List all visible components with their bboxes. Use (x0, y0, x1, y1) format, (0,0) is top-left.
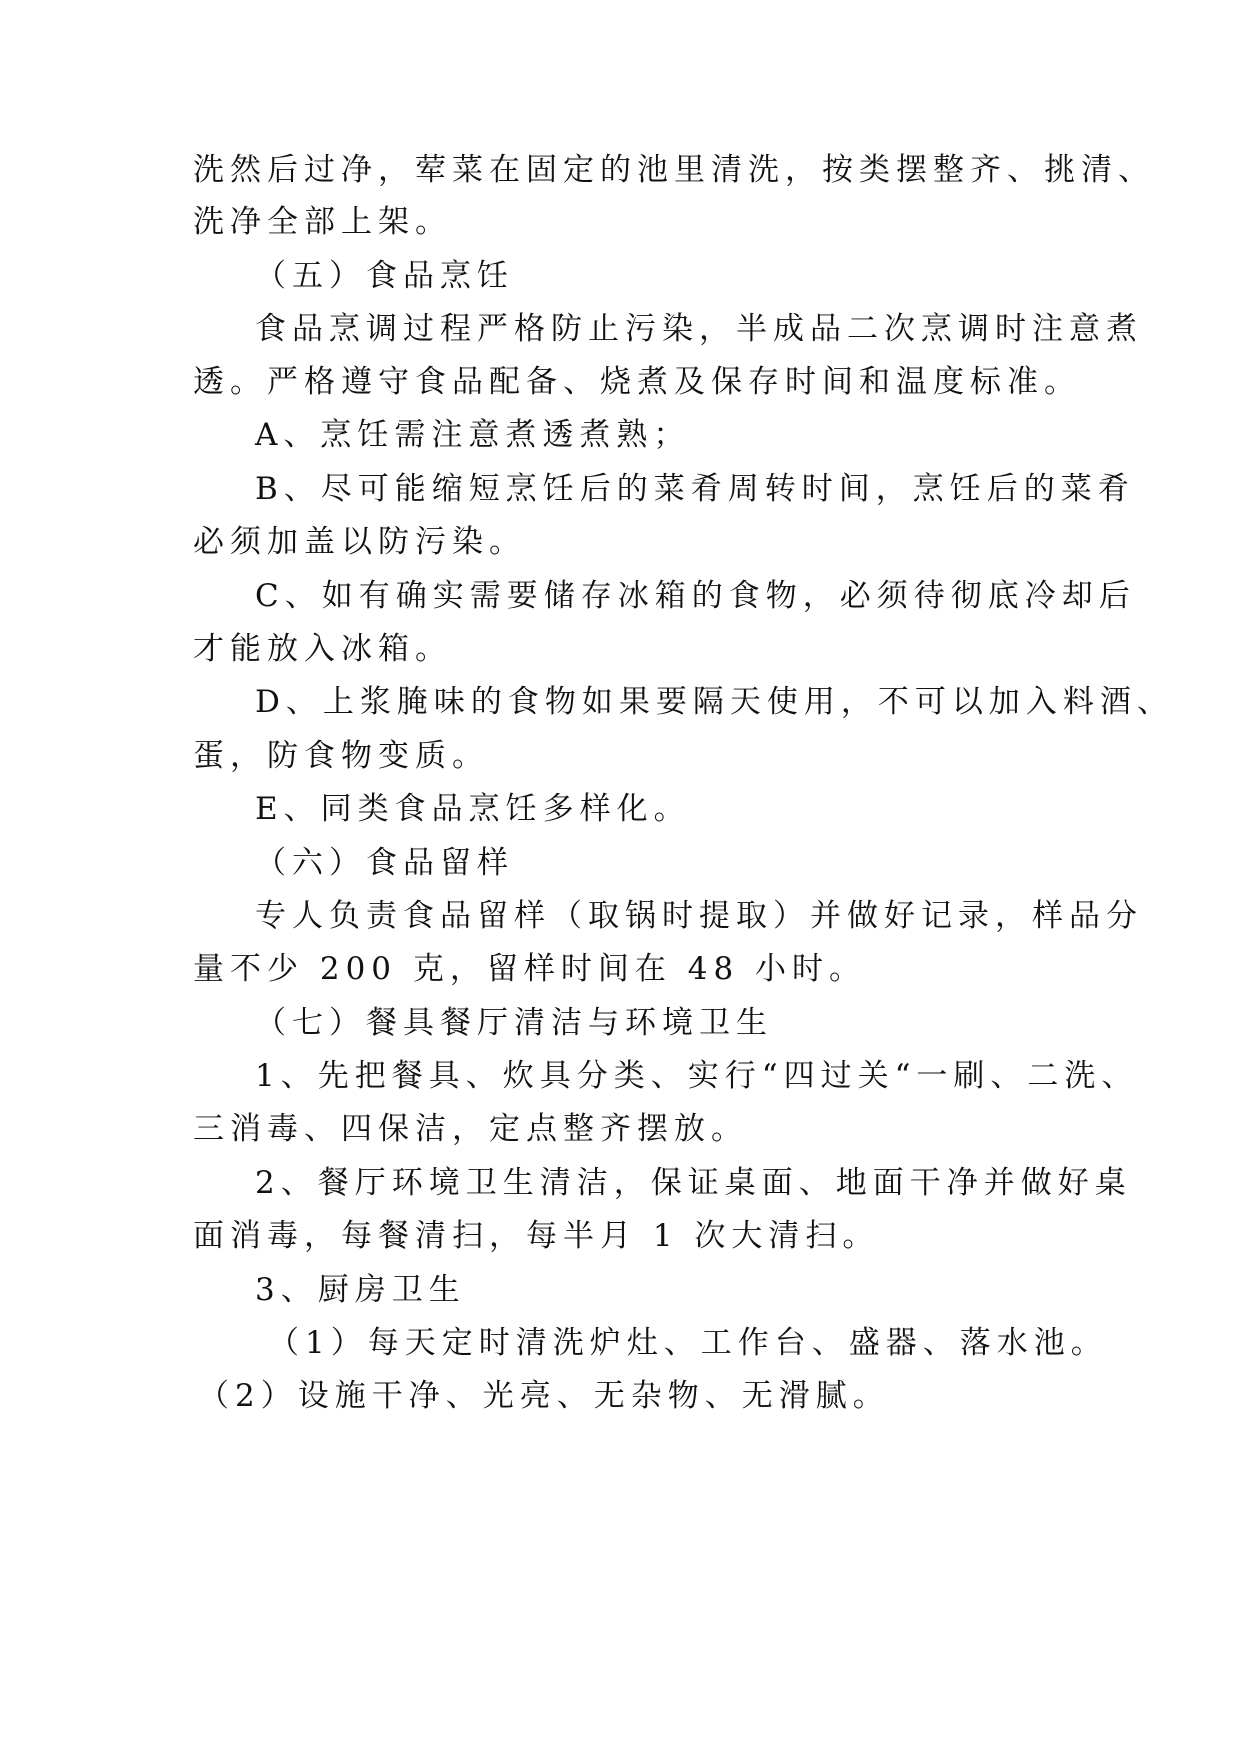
paragraph-line: 食品烹调过程严格防止污染，半成品二次烹调时注意煮 (255, 311, 1143, 347)
paragraph-line: 洗然后过净，荤菜在固定的池里清洗，按类摆整齐、挑清、 (193, 152, 1155, 188)
section-heading: （五）食品烹饪 (255, 258, 514, 294)
section-heading: （七）餐具餐厅清洁与环境卫生 (255, 1005, 773, 1041)
list-item: （2）设施干净、光亮、无杂物、无滑腻。 (198, 1378, 890, 1414)
paragraph-line: 透。严格遵守食品配备、烧煮及保存时间和温度标准。 (193, 364, 1081, 400)
paragraph-line: 必须加盖以防污染。 (193, 524, 526, 560)
paragraph-line: 专人负责食品留样（取锅时提取）并做好记录，样品分 (255, 898, 1143, 934)
list-item: B、尽可能缩短烹饪后的菜肴周转时间，烹饪后的菜肴 (255, 471, 1135, 507)
list-item: （1）每天定时清洗炉灶、工作台、盛器、落水池。 (268, 1325, 1108, 1361)
list-item: E、同类食品烹饪多样化。 (255, 791, 691, 827)
paragraph-line: 三消毒、四保洁，定点整齐摆放。 (193, 1111, 748, 1147)
paragraph-line: 蛋，防食物变质。 (193, 738, 489, 774)
paragraph-line: 才能放入冰箱。 (193, 631, 452, 667)
list-item: 1、先把餐具、炊具分类、实行“四过关“一刷、二洗、 (255, 1058, 1139, 1094)
list-item: 2、餐厅环境卫生清洁，保证桌面、地面干净并做好桌 (255, 1165, 1132, 1201)
paragraph-line: 量不少 200 克，留样时间在 48 小时。 (193, 951, 867, 987)
list-item: 3、厨房卫生 (255, 1272, 466, 1308)
list-item: A、烹饪需注意煮透煮熟； (255, 417, 691, 453)
list-item: D、上浆腌味的食物如果要隔天使用，不可以加入料酒、 (255, 684, 1174, 720)
list-item: C、如有确实需要储存冰箱的食物，必须待彻底冷却后 (255, 578, 1136, 614)
section-heading: （六）食品留样 (255, 845, 514, 881)
paragraph-line: 洗净全部上架。 (193, 204, 452, 240)
paragraph-line: 面消毒，每餐清扫，每半月 1 次大清扫。 (193, 1218, 880, 1254)
